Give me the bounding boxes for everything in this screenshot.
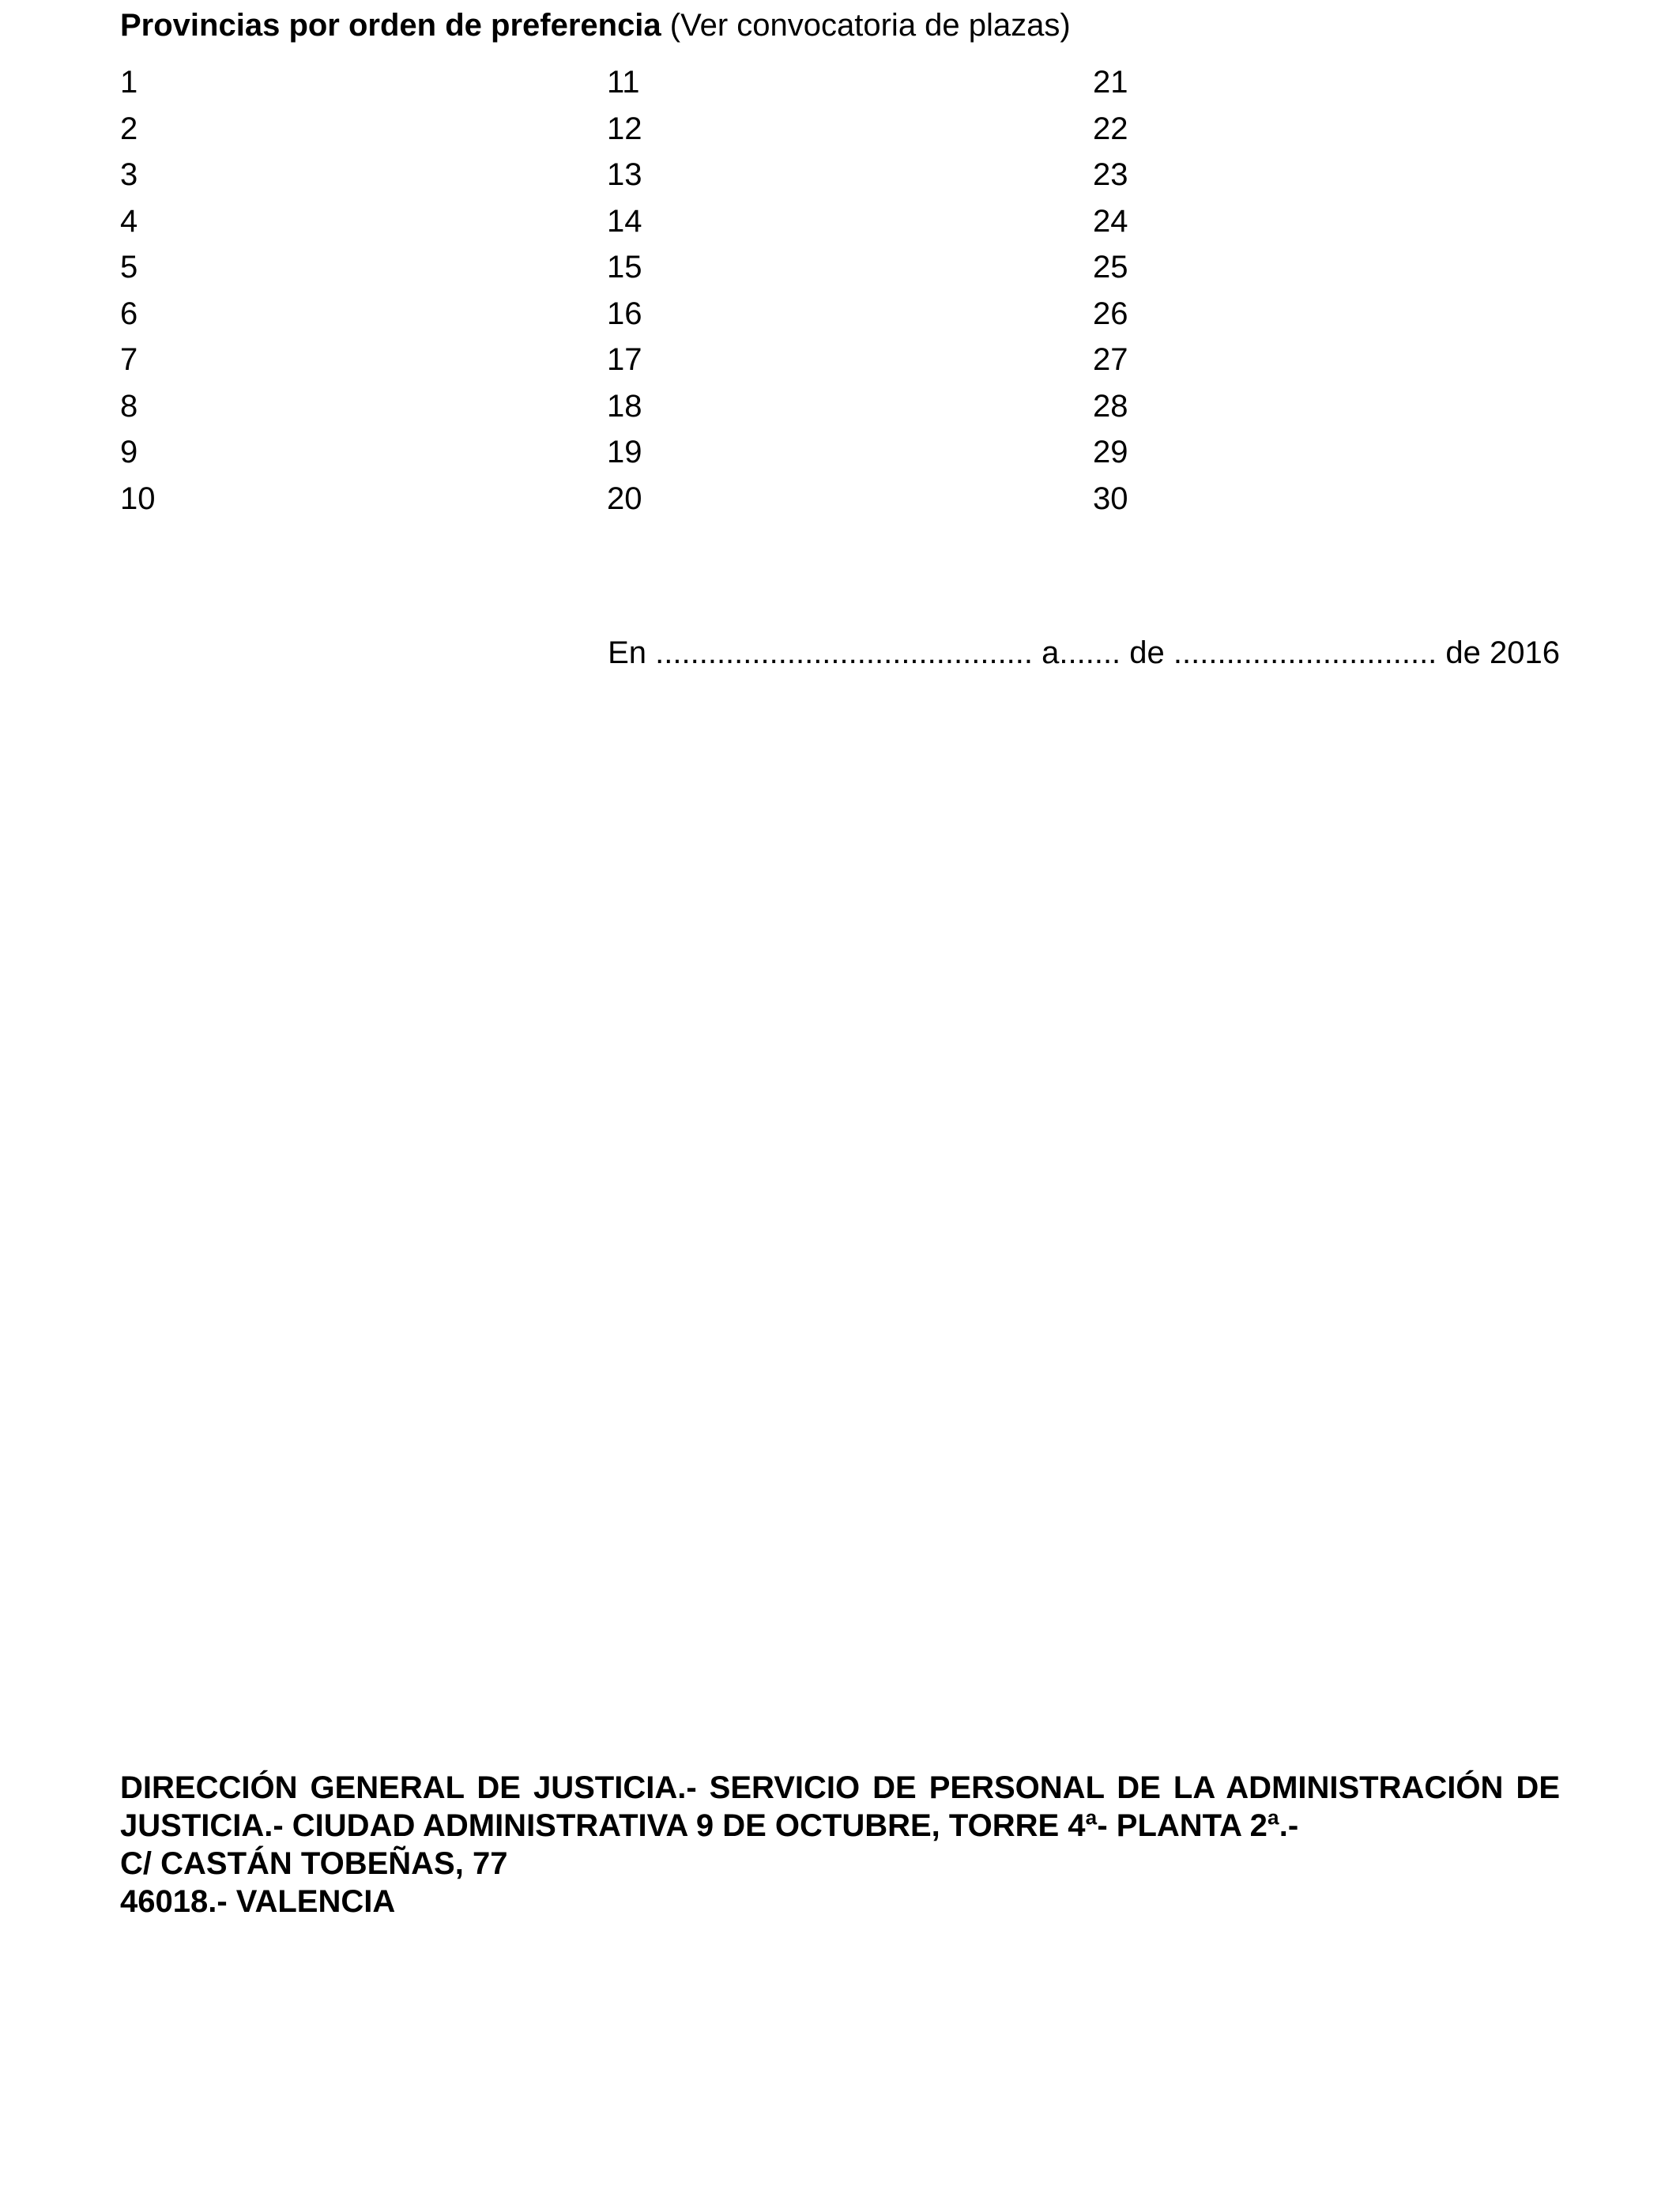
preference-number: 2: [120, 111, 138, 146]
section-heading: [120, 5, 1071, 46]
preference-column-3: [1093, 59, 1128, 522]
preference-number: 29: [1093, 435, 1128, 469]
preference-number: 23: [1093, 157, 1128, 192]
preference-number: 5: [120, 250, 138, 285]
preference-number: 16: [607, 296, 642, 331]
heading-bold-text: Provincias por orden de preferencia: [120, 8, 661, 43]
heading-note-text: (Ver convocatoria de plazas): [669, 8, 1071, 43]
address-line: DIRECCIÓN GENERAL DE JUSTICIA.- SERVICIO DE PERSONAL DE LA ADMINISTRACIÓN DE: [120, 1770, 1560, 1805]
preference-number: 27: [1093, 342, 1128, 377]
preference-number: 30: [1093, 481, 1128, 516]
preference-number: 1: [120, 65, 138, 100]
preference-number: 22: [1093, 111, 1128, 146]
preference-number: 3: [120, 157, 138, 192]
preference-number: 4: [120, 203, 138, 239]
preference-number: 10: [120, 481, 156, 516]
preference-number: 21: [1093, 65, 1128, 100]
preference-number: 19: [607, 435, 642, 469]
preference-number: 8: [120, 388, 138, 424]
address-line: 46018.- VALENCIA: [120, 1884, 396, 1919]
preference-number: 18: [607, 388, 642, 424]
preference-number: 12: [607, 111, 642, 146]
address-line: JUSTICIA.- CIUDAD ADMINISTRATIVA 9 DE OCTUBRE, TORRE 4ª- PLANTA 2ª.-: [120, 1808, 1299, 1843]
preference-number: 15: [607, 250, 642, 285]
preference-column-1: [120, 59, 156, 522]
preference-number: 26: [1093, 296, 1128, 331]
preference-number: 13: [607, 157, 642, 192]
preference-number: 6: [120, 296, 138, 331]
mailing-address: [120, 1769, 1560, 1921]
preference-number: 25: [1093, 250, 1128, 285]
preference-number: 20: [607, 481, 642, 516]
preference-number: 11: [607, 65, 640, 100]
address-line: C/ CASTÁN TOBEÑAS, 77: [120, 1846, 508, 1881]
preference-column-2: [607, 59, 642, 522]
place-date-line: En ........................................... a....... de .............................. de 2016: [608, 635, 1560, 670]
preference-number: 17: [607, 342, 642, 377]
preference-number: 24: [1093, 203, 1128, 239]
preference-number: 9: [120, 435, 138, 469]
preference-number: 14: [607, 203, 642, 239]
preference-number: 7: [120, 342, 138, 377]
preference-number: 28: [1093, 388, 1128, 424]
